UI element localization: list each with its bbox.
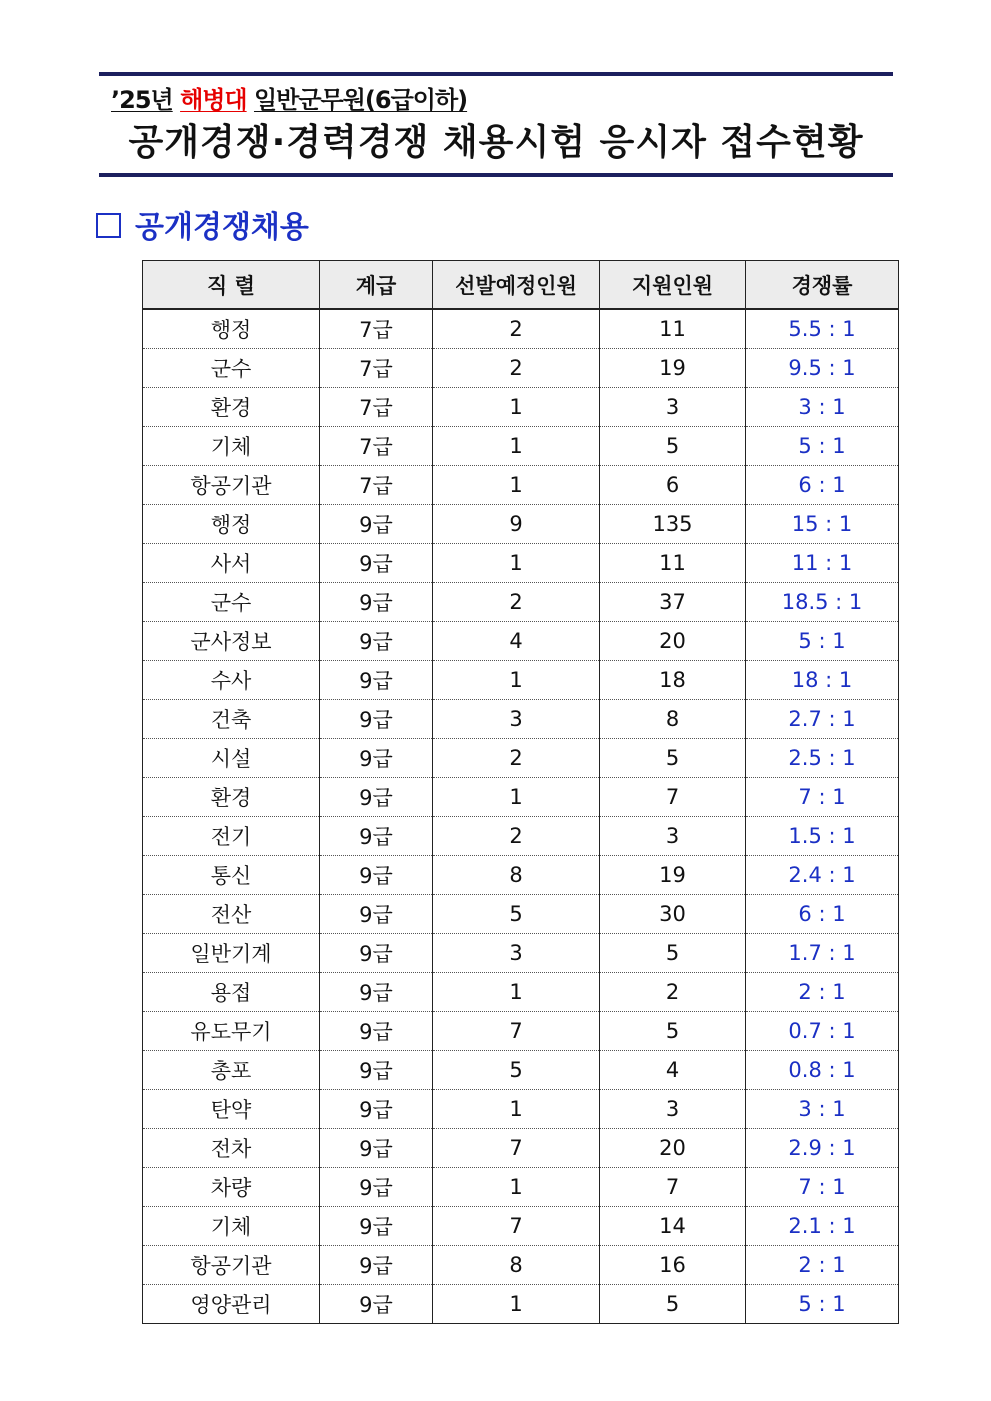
cell-grade: 9급 — [320, 1012, 433, 1051]
cell-applicants: 16 — [600, 1246, 746, 1285]
cell-grade: 9급 — [320, 817, 433, 856]
cell-rate: 2 : 1 — [746, 1246, 899, 1285]
cell-applicants: 3 — [600, 388, 746, 427]
cell-rate: 6 : 1 — [746, 466, 899, 505]
cell-planned: 2 — [433, 817, 600, 856]
cell-grade: 9급 — [320, 622, 433, 661]
cell-rate: 2 : 1 — [746, 973, 899, 1012]
header-subtitle — [111, 85, 893, 115]
cell-job-series: 행정 — [143, 309, 320, 349]
cell-rate: 2.9 : 1 — [746, 1129, 899, 1168]
table-row — [143, 1207, 899, 1246]
cell-grade: 9급 — [320, 700, 433, 739]
table-row — [143, 1012, 899, 1051]
cell-job-series: 환경 — [143, 778, 320, 817]
cell-planned: 1 — [433, 661, 600, 700]
cell-grade: 9급 — [320, 1090, 433, 1129]
cell-grade: 7급 — [320, 466, 433, 505]
cell-job-series: 군수 — [143, 583, 320, 622]
cell-planned: 1 — [433, 778, 600, 817]
cell-job-series: 통신 — [143, 856, 320, 895]
cell-planned: 2 — [433, 309, 600, 349]
table-row — [143, 583, 899, 622]
header-top-rule — [99, 72, 893, 76]
cell-applicants: 2 — [600, 973, 746, 1012]
table-row — [143, 388, 899, 427]
cell-planned: 7 — [433, 1207, 600, 1246]
table-row — [143, 427, 899, 466]
cell-job-series: 항공기관 — [143, 466, 320, 505]
cell-grade: 9급 — [320, 544, 433, 583]
cell-applicants: 18 — [600, 661, 746, 700]
cell-planned: 1 — [433, 427, 600, 466]
cell-applicants: 6 — [600, 466, 746, 505]
cell-planned: 8 — [433, 1246, 600, 1285]
cell-planned: 2 — [433, 583, 600, 622]
cell-planned: 1 — [433, 1090, 600, 1129]
cell-planned: 3 — [433, 934, 600, 973]
table-body — [143, 309, 899, 1324]
cell-job-series: 행정 — [143, 505, 320, 544]
cell-planned: 5 — [433, 1051, 600, 1090]
cell-applicants: 20 — [600, 622, 746, 661]
header-grade: 계급 — [320, 261, 433, 310]
header-org: 해병대 — [180, 86, 247, 114]
cell-grade: 9급 — [320, 1051, 433, 1090]
header-job-series: 직 렬 — [143, 261, 320, 310]
checkbox-square-icon — [96, 213, 121, 238]
table-row — [143, 1246, 899, 1285]
cell-applicants: 11 — [600, 309, 746, 349]
table-row — [143, 1285, 899, 1324]
cell-planned: 2 — [433, 739, 600, 778]
cell-applicants: 5 — [600, 427, 746, 466]
cell-job-series: 항공기관 — [143, 1246, 320, 1285]
header-subtitle-suffix: 일반군무원(6급이하) — [253, 86, 468, 114]
table-row — [143, 1051, 899, 1090]
cell-rate: 0.8 : 1 — [746, 1051, 899, 1090]
cell-rate: 5 : 1 — [746, 427, 899, 466]
cell-grade: 9급 — [320, 1129, 433, 1168]
cell-applicants: 3 — [600, 817, 746, 856]
cell-applicants: 19 — [600, 856, 746, 895]
cell-rate: 6 : 1 — [746, 895, 899, 934]
table-row — [143, 1129, 899, 1168]
cell-planned: 4 — [433, 622, 600, 661]
cell-job-series: 환경 — [143, 388, 320, 427]
cell-rate: 1.7 : 1 — [746, 934, 899, 973]
cell-rate: 7 : 1 — [746, 778, 899, 817]
table-row — [143, 466, 899, 505]
cell-rate: 2.4 : 1 — [746, 856, 899, 895]
cell-grade: 9급 — [320, 856, 433, 895]
cell-rate: 11 : 1 — [746, 544, 899, 583]
cell-planned: 5 — [433, 895, 600, 934]
header-applicants: 지원인원 — [600, 261, 746, 310]
header-year: ’25년 — [111, 86, 173, 114]
cell-job-series: 유도무기 — [143, 1012, 320, 1051]
header-planned: 선발예정인원 — [433, 261, 600, 310]
cell-rate: 5.5 : 1 — [746, 309, 899, 349]
table-row — [143, 309, 899, 349]
cell-grade: 9급 — [320, 895, 433, 934]
cell-applicants: 5 — [600, 739, 746, 778]
cell-planned: 1 — [433, 388, 600, 427]
table-row — [143, 739, 899, 778]
cell-rate: 0.7 : 1 — [746, 1012, 899, 1051]
table-row — [143, 934, 899, 973]
cell-rate: 1.5 : 1 — [746, 817, 899, 856]
cell-rate: 5 : 1 — [746, 1285, 899, 1324]
cell-rate: 18 : 1 — [746, 661, 899, 700]
cell-job-series: 전기 — [143, 817, 320, 856]
section-heading — [96, 208, 309, 248]
cell-grade: 9급 — [320, 1207, 433, 1246]
cell-grade: 9급 — [320, 505, 433, 544]
cell-applicants: 135 — [600, 505, 746, 544]
cell-rate: 3 : 1 — [746, 388, 899, 427]
cell-job-series: 시설 — [143, 739, 320, 778]
cell-applicants: 14 — [600, 1207, 746, 1246]
cell-grade: 7급 — [320, 427, 433, 466]
cell-grade: 7급 — [320, 309, 433, 349]
cell-job-series: 전산 — [143, 895, 320, 934]
cell-rate: 2.1 : 1 — [746, 1207, 899, 1246]
header-rate: 경쟁률 — [746, 261, 899, 310]
cell-grade: 9급 — [320, 973, 433, 1012]
cell-job-series: 군수 — [143, 349, 320, 388]
cell-grade: 9급 — [320, 934, 433, 973]
cell-applicants: 3 — [600, 1090, 746, 1129]
cell-applicants: 11 — [600, 544, 746, 583]
cell-job-series: 영양관리 — [143, 1285, 320, 1324]
table-row — [143, 700, 899, 739]
cell-grade: 9급 — [320, 583, 433, 622]
cell-planned: 1 — [433, 1285, 600, 1324]
cell-planned: 3 — [433, 700, 600, 739]
table-row — [143, 895, 899, 934]
cell-applicants: 37 — [600, 583, 746, 622]
cell-job-series: 기체 — [143, 427, 320, 466]
cell-planned: 1 — [433, 1168, 600, 1207]
cell-grade: 9급 — [320, 739, 433, 778]
cell-planned: 2 — [433, 349, 600, 388]
cell-rate: 15 : 1 — [746, 505, 899, 544]
cell-planned: 7 — [433, 1012, 600, 1051]
cell-planned: 8 — [433, 856, 600, 895]
cell-planned: 1 — [433, 544, 600, 583]
table-row — [143, 817, 899, 856]
table-row — [143, 622, 899, 661]
cell-rate: 18.5 : 1 — [746, 583, 899, 622]
cell-job-series: 총포 — [143, 1051, 320, 1090]
cell-rate: 2.7 : 1 — [746, 700, 899, 739]
cell-rate: 7 : 1 — [746, 1168, 899, 1207]
cell-applicants: 19 — [600, 349, 746, 388]
cell-applicants: 8 — [600, 700, 746, 739]
table-row — [143, 505, 899, 544]
cell-rate: 5 : 1 — [746, 622, 899, 661]
cell-applicants: 7 — [600, 1168, 746, 1207]
cell-planned: 7 — [433, 1129, 600, 1168]
header-bottom-rule — [99, 173, 893, 177]
table-row — [143, 1168, 899, 1207]
cell-rate: 9.5 : 1 — [746, 349, 899, 388]
cell-job-series: 탄약 — [143, 1090, 320, 1129]
table-header-row — [143, 261, 899, 310]
cell-job-series: 차량 — [143, 1168, 320, 1207]
cell-rate: 2.5 : 1 — [746, 739, 899, 778]
cell-grade: 9급 — [320, 661, 433, 700]
table-row — [143, 856, 899, 895]
cell-grade: 9급 — [320, 1246, 433, 1285]
cell-applicants: 5 — [600, 1285, 746, 1324]
cell-planned: 1 — [433, 466, 600, 505]
cell-grade: 7급 — [320, 349, 433, 388]
cell-grade: 9급 — [320, 778, 433, 817]
applicant-table — [142, 260, 899, 1324]
cell-grade: 9급 — [320, 1285, 433, 1324]
cell-job-series: 군사정보 — [143, 622, 320, 661]
cell-job-series: 기체 — [143, 1207, 320, 1246]
table-row — [143, 778, 899, 817]
cell-grade: 9급 — [320, 1168, 433, 1207]
table-row — [143, 1090, 899, 1129]
cell-job-series: 전차 — [143, 1129, 320, 1168]
cell-grade: 7급 — [320, 388, 433, 427]
cell-applicants: 5 — [600, 934, 746, 973]
cell-job-series: 사서 — [143, 544, 320, 583]
cell-planned: 1 — [433, 973, 600, 1012]
cell-planned: 9 — [433, 505, 600, 544]
table-row — [143, 544, 899, 583]
table-row — [143, 973, 899, 1012]
table-row — [143, 349, 899, 388]
table-row — [143, 661, 899, 700]
document-header — [99, 72, 893, 177]
cell-job-series: 일반기계 — [143, 934, 320, 973]
cell-applicants: 7 — [600, 778, 746, 817]
cell-applicants: 5 — [600, 1012, 746, 1051]
cell-job-series: 수사 — [143, 661, 320, 700]
section-title: 공개경쟁채용 — [135, 210, 309, 245]
cell-applicants: 20 — [600, 1129, 746, 1168]
cell-job-series: 용접 — [143, 973, 320, 1012]
cell-applicants: 4 — [600, 1051, 746, 1090]
cell-rate: 3 : 1 — [746, 1090, 899, 1129]
cell-job-series: 건축 — [143, 700, 320, 739]
page-title: 공개경쟁·경력경쟁 채용시험 응시자 접수현황 — [128, 122, 864, 163]
cell-applicants: 30 — [600, 895, 746, 934]
